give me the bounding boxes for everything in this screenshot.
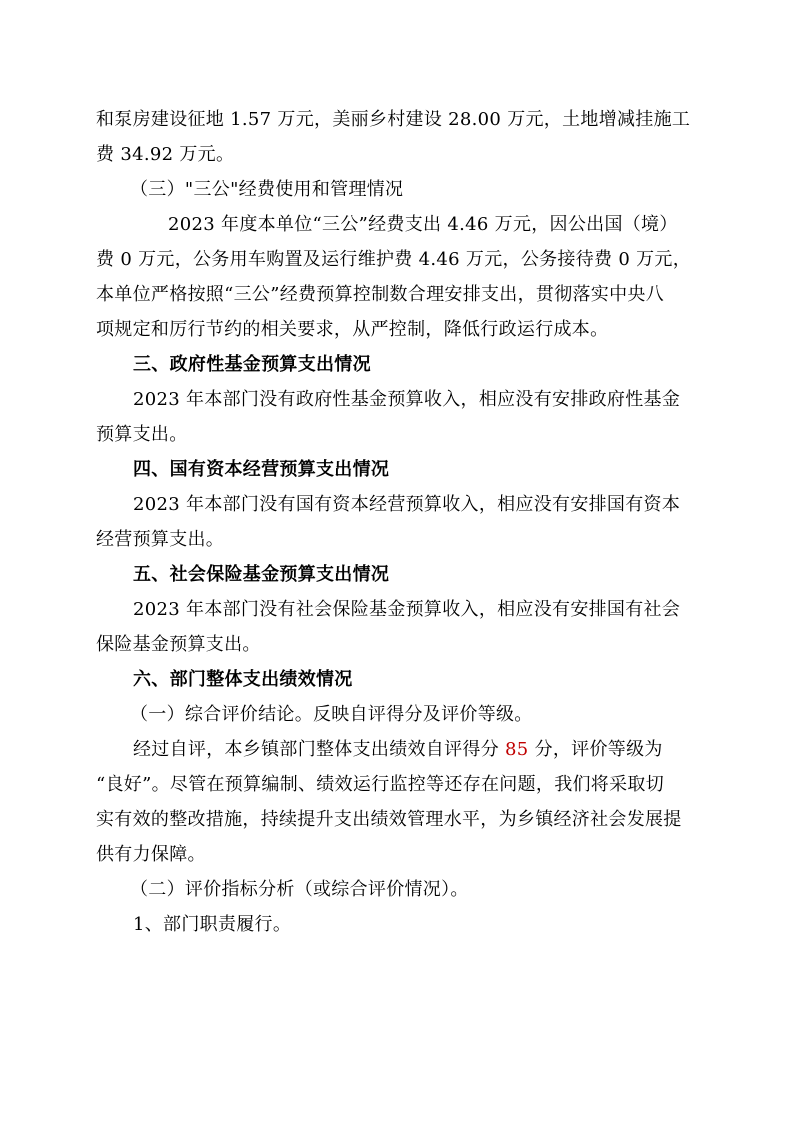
body-line: 保险基金预算支出。 bbox=[96, 634, 261, 655]
section-heading: 三、政府性基金预算支出情况 bbox=[133, 354, 371, 375]
body-line: 经营预算支出。 bbox=[96, 529, 225, 550]
body-line: 供有力保障。 bbox=[96, 844, 206, 865]
subsection-heading: （二）评价指标分析（或综合评价情况）。 bbox=[130, 879, 469, 900]
self-evaluation-score: 85 bbox=[505, 739, 529, 760]
section-heading: 五、社会保险基金预算支出情况 bbox=[133, 564, 390, 585]
body-line: 2023 年本部门没有社会保险基金预算收入，相应没有安排国有社会 bbox=[133, 599, 681, 620]
body-line: 费 0 万元，公务用车购置及运行维护费 4.46 万元，公务接待费 0 万元， bbox=[96, 249, 692, 270]
body-line: 本单位严格按照“三公”经费预算控制数合理安排支出，贯彻落实中央八 bbox=[96, 284, 665, 305]
body-line: 费 34.92 万元。 bbox=[96, 144, 235, 165]
subsection-heading: （一）综合评价结论。反映自评得分及评价等级。 bbox=[130, 704, 533, 725]
body-line: 预算支出。 bbox=[96, 424, 188, 445]
section-heading: 四、国有资本经营预算支出情况 bbox=[133, 459, 390, 480]
body-line: 和泵房建设征地 1.57 万元，美丽乡村建设 28.00 万元，土地增减挂施工 bbox=[96, 109, 691, 130]
body-line: 实有效的整改措施，持续提升支出绩效管理水平，为乡镇经济社会发展提 bbox=[96, 809, 682, 830]
body-line bbox=[133, 738, 663, 762]
body-line: 项规定和厉行节约的相关要求，从严控制，降低行政运行成本。 bbox=[96, 319, 609, 340]
body-line: “良好”。尽管在预算编制、绩效运行监控等还存在问题，我们将采取切 bbox=[96, 774, 665, 795]
score-text-prefix: 经过自评，本乡镇部门整体支出绩效自评得分 bbox=[133, 739, 499, 760]
body-line: 1、部门职责履行。 bbox=[133, 914, 292, 935]
body-line: 2023 年度本单位“三公”经费支出 4.46 万元，因公出国（境） bbox=[168, 214, 678, 235]
body-line: 2023 年本部门没有政府性基金预算收入，相应没有安排政府性基金 bbox=[133, 389, 681, 410]
score-text-suffix: 分，评价等级为 bbox=[534, 739, 663, 760]
section-heading: 六、部门整体支出绩效情况 bbox=[133, 669, 353, 690]
subsection-heading: （三）"三公"经费使用和管理情况 bbox=[130, 179, 404, 200]
body-line: 2023 年本部门没有国有资本经营预算收入，相应没有安排国有资本 bbox=[133, 494, 681, 515]
